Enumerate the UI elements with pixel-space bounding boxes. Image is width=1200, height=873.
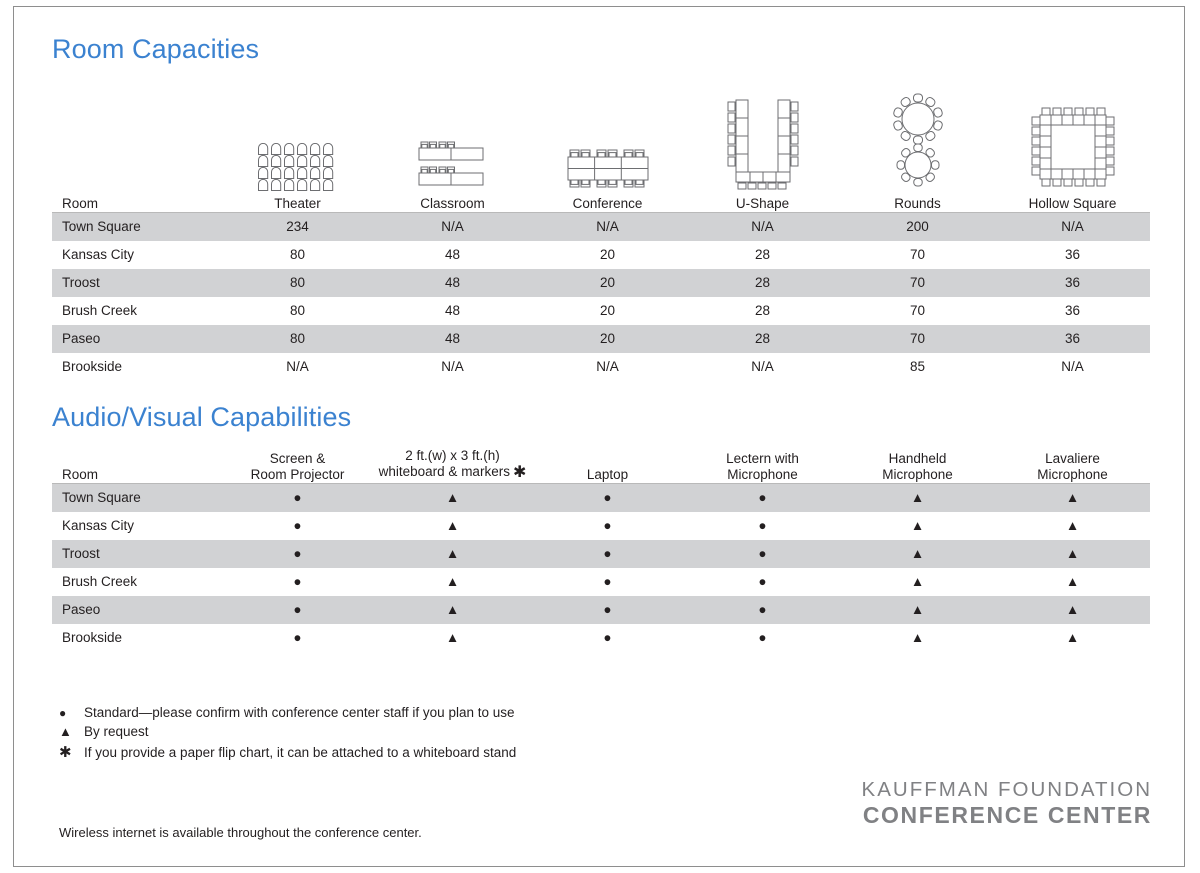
av-col-header-whiteboard xyxy=(375,448,530,483)
availability-symbol: ● xyxy=(685,596,840,624)
availability-symbol: ● xyxy=(293,574,302,590)
av-header-row xyxy=(52,448,1150,483)
capacity-value: N/A xyxy=(995,212,1150,241)
av-col-header-line1: Lectern with xyxy=(726,450,799,466)
capacity-value: 36 xyxy=(1064,247,1081,263)
table-row xyxy=(52,241,1150,269)
availability-symbol: ● xyxy=(530,483,685,512)
capacity-value: 234 xyxy=(220,212,375,241)
logo-line-kauffman-foundation: KAUFFMAN FOUNDATION xyxy=(861,778,1152,801)
audio-visual-table xyxy=(52,448,1150,652)
classroom-seating-icon xyxy=(417,141,489,191)
legend-item-by-request xyxy=(52,724,852,743)
room-label: Kansas City xyxy=(62,518,135,534)
availability-symbol: ● xyxy=(758,518,767,534)
capacity-col-header-theater: Theater xyxy=(274,196,321,211)
availability-symbol: ● xyxy=(758,630,767,646)
classroom-seating-icon-cell xyxy=(375,78,530,196)
capacity-value: N/A xyxy=(751,359,774,375)
availability-symbol: ● xyxy=(220,483,375,512)
av-col-header-line2: Room Projector xyxy=(250,466,345,482)
availability-symbol: ▲ xyxy=(375,596,530,624)
av-room-header: Room xyxy=(62,466,99,482)
by-request-triangle-icon: ▲ xyxy=(59,724,72,739)
table-row xyxy=(52,353,1150,381)
kauffman-foundation-conference-center-logo xyxy=(862,778,1152,828)
av-col-header-line1: 2 ft.(w) x 3 ft.(h) xyxy=(405,448,500,463)
room-capacities-table xyxy=(52,78,1150,381)
table-row xyxy=(52,325,1150,353)
availability-symbol: ▲ xyxy=(375,540,530,568)
footnote-star-icon: ✱ xyxy=(512,463,527,481)
capacity-col-header-conference: Conference xyxy=(572,196,643,211)
capacity-value: 80 xyxy=(289,303,306,319)
hollow-square-seating-icon-cell xyxy=(995,78,1150,196)
availability-symbol: ▲ xyxy=(840,540,995,568)
availability-symbol: ● xyxy=(293,518,302,534)
theater-seating-icon-cell xyxy=(220,78,375,196)
availability-symbol: ● xyxy=(603,518,612,534)
table-row xyxy=(52,568,1150,596)
capacity-value: 80 xyxy=(220,269,375,297)
availability-symbol: ● xyxy=(293,630,302,646)
capacity-value: N/A xyxy=(685,212,840,241)
room-label: Brush Creek xyxy=(62,303,138,319)
room-label: Brush Creek xyxy=(62,574,138,590)
legend-item-flip-chart xyxy=(52,743,852,762)
capacity-room-header: Room xyxy=(62,196,99,211)
capacity-value: 28 xyxy=(754,303,771,319)
capacity-value: 80 xyxy=(289,247,306,263)
capacity-col-header-hollow-square: Hollow Square xyxy=(1028,196,1117,211)
availability-symbol: ▲ xyxy=(840,596,995,624)
av-col-header-line1: Screen & xyxy=(269,450,326,466)
availability-symbol: ● xyxy=(685,483,840,512)
av-col-header-line1: Handheld xyxy=(888,450,947,466)
table-row xyxy=(52,624,1150,652)
av-col-header-line2: Microphone xyxy=(882,466,953,482)
availability-symbol: ● xyxy=(220,540,375,568)
capacity-value: N/A xyxy=(441,359,464,375)
legend-label: If you provide a paper flip chart, it can be attached to a whiteboard stand xyxy=(84,745,517,760)
capacity-value: N/A xyxy=(286,359,309,375)
capacity-col-header-rounds: Rounds xyxy=(894,196,941,211)
standard-dot-icon: ● xyxy=(59,706,67,720)
availability-symbol: ▲ xyxy=(995,596,1150,624)
av-col-header-line2: whiteboard & markers xyxy=(378,463,510,479)
capacity-col-header-classroom: Classroom xyxy=(420,196,485,211)
av-col-header-line2: Microphone xyxy=(727,466,798,482)
table-row xyxy=(52,212,1150,241)
av-col-header-laptop xyxy=(530,448,685,483)
logo-line-conference-center: CONFERENCE CENTER xyxy=(862,801,1152,828)
availability-symbol: ▲ xyxy=(1065,630,1080,646)
availability-symbol: ▲ xyxy=(1065,518,1080,534)
av-col-header-lavaliere-microphone xyxy=(995,448,1150,483)
capacity-value: 70 xyxy=(840,325,995,353)
capacity-value: 20 xyxy=(530,269,685,297)
capacity-value: N/A xyxy=(375,212,530,241)
availability-symbol: ● xyxy=(530,596,685,624)
u-shape-seating-icon xyxy=(719,96,807,191)
wireless-internet-note: Wireless internet is available throughout the conference center. xyxy=(59,825,422,840)
capacity-value: 20 xyxy=(530,325,685,353)
capacity-value: 28 xyxy=(754,247,771,263)
availability-symbol: ▲ xyxy=(445,630,460,646)
icon-cell-empty xyxy=(52,78,220,196)
av-col-header-line2: Laptop xyxy=(586,466,629,482)
availability-symbol: ▲ xyxy=(1065,574,1080,590)
availability-symbol: ▲ xyxy=(840,483,995,512)
availability-symbol: ● xyxy=(685,540,840,568)
room-label: Paseo xyxy=(52,596,220,624)
legend-label: Standard—please confirm with conference center staff if you plan to use xyxy=(84,705,515,720)
room-label: Brookside xyxy=(62,630,123,646)
av-col-header-line2: Microphone xyxy=(1037,466,1108,482)
rounds-seating-icon-cell xyxy=(840,78,995,196)
availability-symbol: ▲ xyxy=(995,540,1150,568)
capacity-value: N/A xyxy=(1061,359,1084,375)
capacity-value: 200 xyxy=(840,212,995,241)
capacity-value: 48 xyxy=(375,269,530,297)
rounds-seating-icon xyxy=(882,91,954,191)
availability-symbol: ● xyxy=(530,540,685,568)
conference-seating-icon-cell xyxy=(530,78,685,196)
room-label: Brookside xyxy=(62,359,123,375)
capacity-icon-row xyxy=(52,78,1150,196)
av-col-header-lectern-microphone xyxy=(685,448,840,483)
table-row xyxy=(52,596,1150,624)
capacity-value: 85 xyxy=(909,359,926,375)
table-row xyxy=(52,512,1150,540)
capacity-col-header-u-shape: U-Shape xyxy=(735,196,790,211)
capacity-value: 80 xyxy=(220,325,375,353)
availability-symbol: ▲ xyxy=(375,483,530,512)
audio-visual-title: Audio/Visual Capabilities xyxy=(52,402,352,432)
legend-item-standard xyxy=(52,705,852,724)
room-label: Troost xyxy=(52,540,220,568)
legend-label: By request xyxy=(84,724,149,739)
availability-symbol: ▲ xyxy=(445,518,460,534)
capacity-header-row xyxy=(52,196,1150,212)
availability-symbol: ● xyxy=(603,574,612,590)
capacity-value: 36 xyxy=(995,269,1150,297)
availability-symbol: ▲ xyxy=(995,483,1150,512)
availability-symbol: ▲ xyxy=(910,574,925,590)
capacity-value: 36 xyxy=(995,325,1150,353)
av-col-header-screen-projector xyxy=(220,448,375,483)
availability-symbol: ▲ xyxy=(910,630,925,646)
capacity-value: 20 xyxy=(599,303,616,319)
footnote-star-icon: ✱ xyxy=(59,744,72,761)
room-label: Town Square xyxy=(52,483,220,512)
table-row xyxy=(52,540,1150,568)
table-row xyxy=(52,269,1150,297)
availability-symbol: ▲ xyxy=(910,518,925,534)
conference-seating-icon xyxy=(564,146,652,191)
capacity-value: 28 xyxy=(685,325,840,353)
u-shape-seating-icon-cell xyxy=(685,78,840,196)
room-label: Town Square xyxy=(52,212,220,241)
capacity-value: 70 xyxy=(909,303,926,319)
table-row xyxy=(52,483,1150,512)
av-col-header-handheld-microphone xyxy=(840,448,995,483)
capacity-value: 70 xyxy=(909,247,926,263)
room-capacities-title: Room Capacities xyxy=(52,34,260,64)
hollow-square-seating-icon xyxy=(1027,103,1119,191)
availability-symbol: ● xyxy=(220,596,375,624)
capacity-value: N/A xyxy=(596,359,619,375)
availability-symbol: ▲ xyxy=(445,574,460,590)
capacity-value: 28 xyxy=(685,269,840,297)
availability-symbol: ● xyxy=(758,574,767,590)
room-label: Kansas City xyxy=(62,247,135,263)
room-label: Troost xyxy=(52,269,220,297)
capacity-value: 20 xyxy=(599,247,616,263)
av-col-header-line1: Lavaliere xyxy=(1045,450,1100,466)
capacity-value: N/A xyxy=(530,212,685,241)
legend xyxy=(52,705,852,762)
capacity-value: 36 xyxy=(1064,303,1081,319)
table-row xyxy=(52,297,1150,325)
room-label: Paseo xyxy=(52,325,220,353)
capacity-value: 48 xyxy=(375,325,530,353)
capacity-value: 48 xyxy=(444,247,461,263)
capacity-value: 48 xyxy=(444,303,461,319)
theater-seating-icon xyxy=(257,143,339,191)
capacity-value: 70 xyxy=(840,269,995,297)
availability-symbol: ● xyxy=(603,630,612,646)
